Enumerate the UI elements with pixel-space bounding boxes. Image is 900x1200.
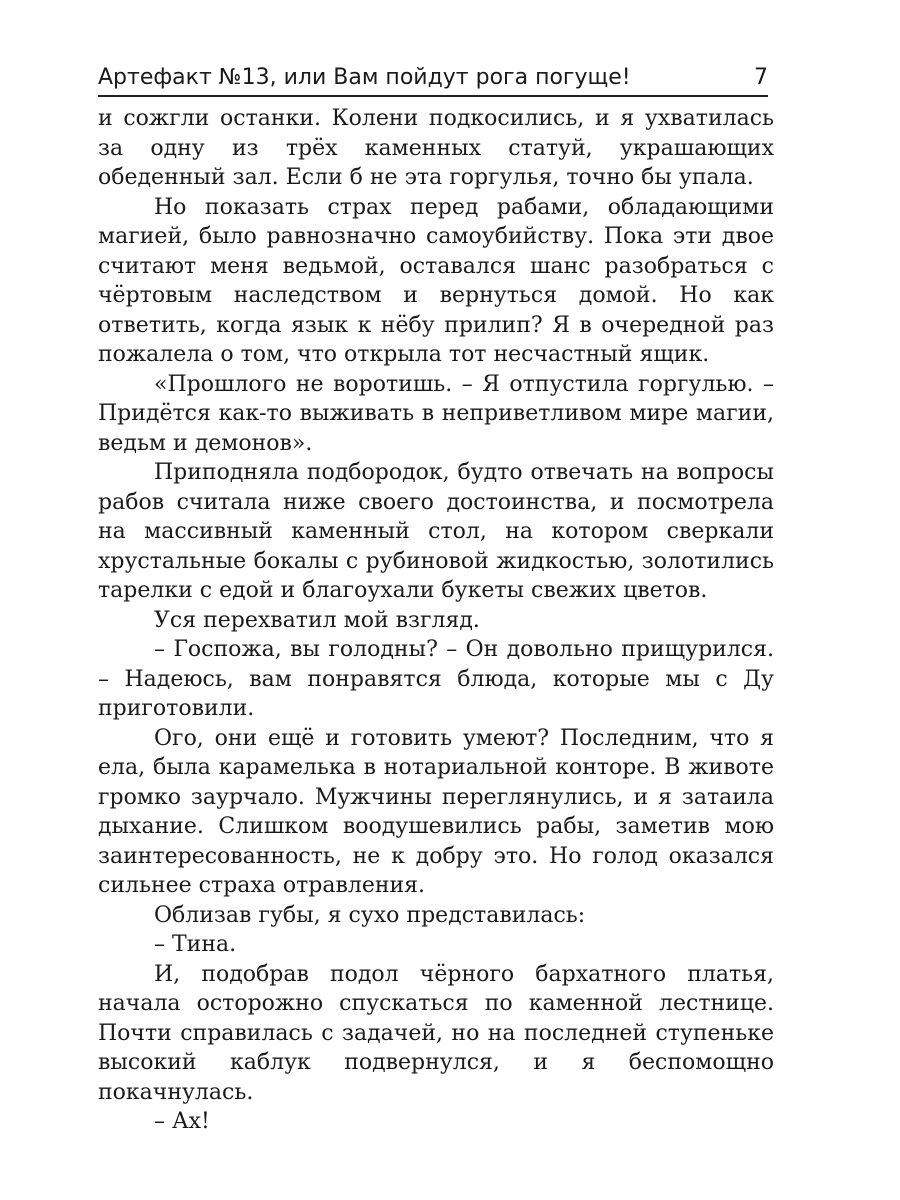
paragraph: – Госпожа, вы голодны? – Он довольно прищурился. – Надеюсь, вам понравятся блюда, которые мы с Ду приготовили.	[98, 637, 774, 721]
book-title: Артефакт №13, или Вам пойдут рога погуще!	[98, 65, 631, 90]
paragraph: и сожгли останки. Колени подкосились, и я ухватилась за одну из трёх каменных статуй, украшающих обеденный зал. Если б не эта горгулья, точно бы упала.	[98, 106, 774, 190]
paragraph: И, подобрав подол чёрного бархатного платья, начала осторожно спускаться по каменной лестнице. Почти справилась с задачей, но на последней ступеньке высокий каблук подвернулся, и я беспомощно покачнулась.	[98, 961, 774, 1105]
paragraph: Но показать страх перед рабами, обладающими магией, было равнозначно самоубийству. Пока эти двое считают меня ведьмой, оставался шанс разобраться с чёртовым наследством и вернуться домой. Но как ответить, когда язык к нёбу прилип? Я в очередной раз пожалела о том, что открыла тот несчастный ящик.	[98, 194, 774, 367]
paragraph: – Тина.	[154, 932, 237, 957]
paragraph: – Ах!	[154, 1109, 210, 1134]
paragraph: «Прошлого не воротишь. – Я отпустила горгулью. – Придётся как-то выживать в неприветливом мире магии, ведьм и демонов».	[98, 371, 774, 456]
page-number: 7	[754, 65, 768, 90]
paragraph: Ого, они ещё и готовить умеют? Последним, что я ела, была карамелька в нотариальной конторе. В животе громко заурчало. Мужчины переглянулись, и я затаила дыхание. Слишком воодушевились рабы, заметив мою заинтересованность, не к добру это. Но голод оказался сильнее страха отравления.	[98, 725, 774, 898]
body-text	[98, 104, 774, 1137]
paragraph: Уся перехватил мой взгляд.	[154, 607, 480, 633]
running-header	[98, 57, 768, 97]
paragraph: Приподняла подбородок, будто отвечать на вопросы рабов считала ниже своего достоинства, и посмотрела на массивный каменный стол, на котором сверкали хрустальные бокалы с рубиновой жидкостью, золотились тарелки с едой и благоухали букеты свежих цветов.	[98, 460, 774, 603]
paragraph: Облизав губы, я сухо представилась:	[154, 902, 586, 928]
